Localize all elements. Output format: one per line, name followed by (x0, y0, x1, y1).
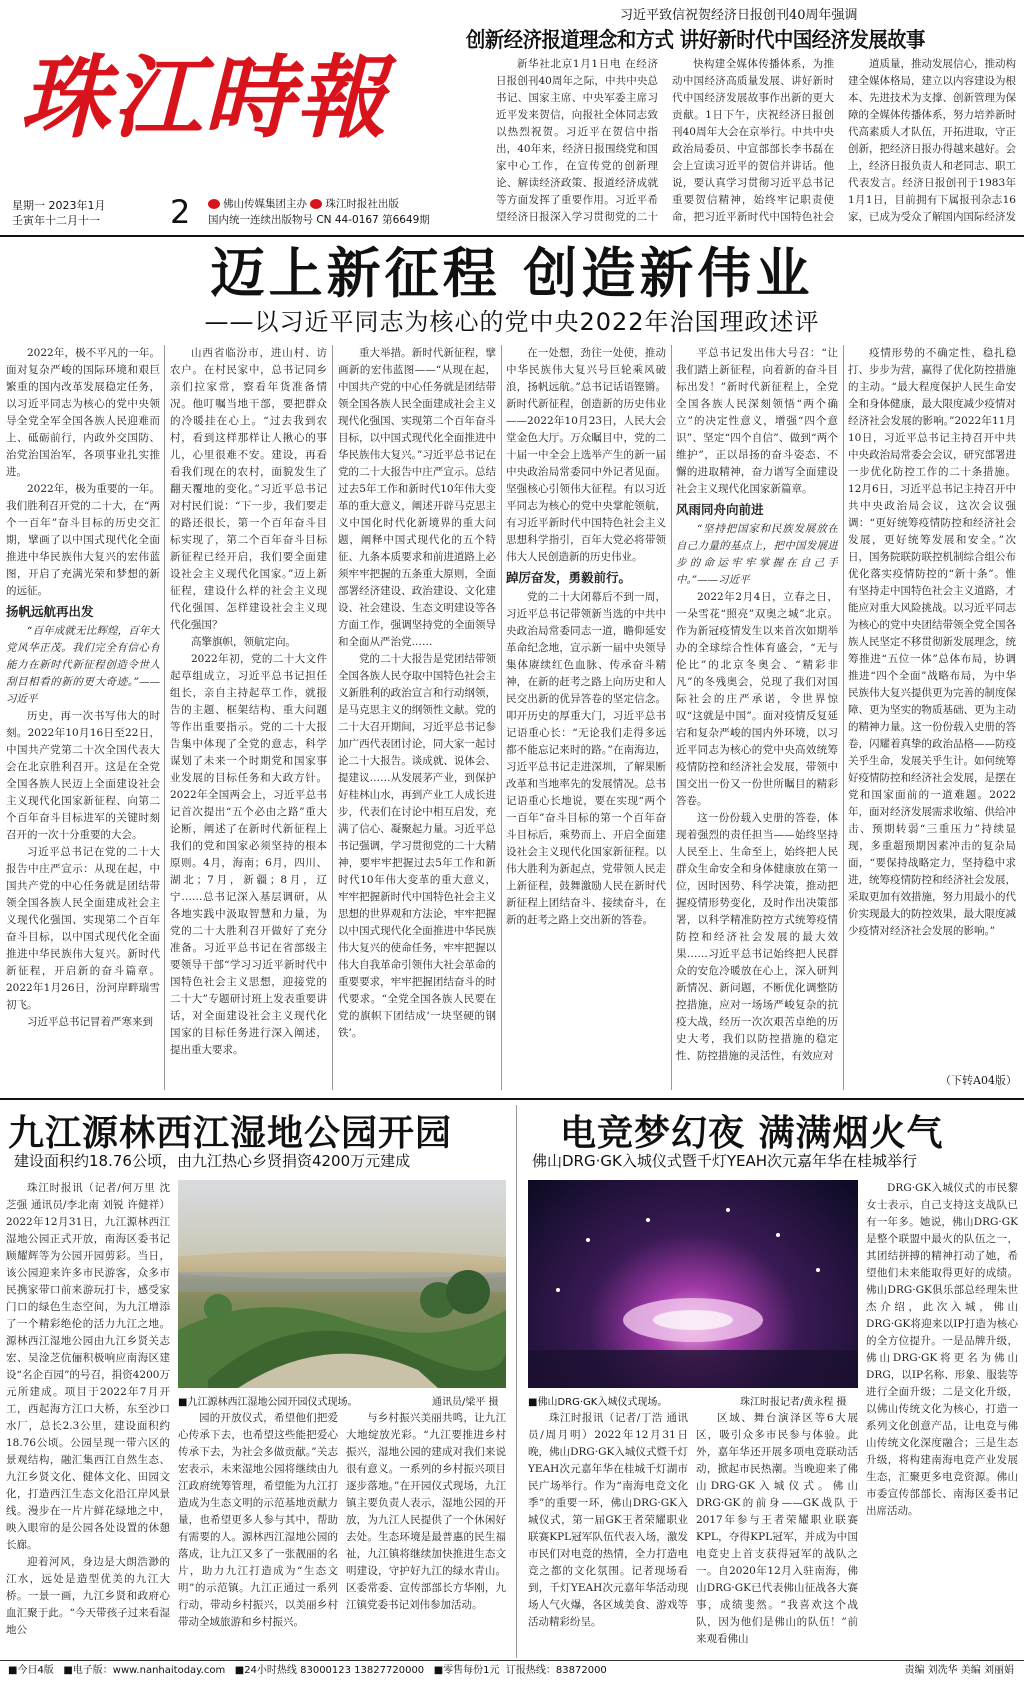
paragraph: 党的二十大闭幕后不到一周，习近平总书记带领新当选的中共中央政治局常委同志一道，瞻仰延安革命纪念地，宣示新一届中央领导集体赓续红色血脉、传承奋斗精神，在新的赶考之路上向历史和人民交出新的优异答卷的坚定信念。叩开历史的厚重大门，习近平总书记语重心长：“无论我们走得多远都不能忘记来时的路。”在南海边，习近平总书记走进深圳，了解果断改革和当地率先的发展情况。总书记语重心长地说，要在实现“两个一百年”奋斗目标的第一个百年奋斗目标后，乘势而上、开启全面建设社会主义现代化国家新征程。以伟大胜利为新起点，党带领人民走上新征程，鼓舞激励人民在新时代新征程上团结奋斗、接续奋斗，在新的赶考之路上交出新的答卷。 (506, 591, 666, 926)
top-story-text: 快构建全媒体传播体系，为推动中国经济高质量发展、讲好新时代中国经济发展故事作出新的更大贡献。1日下午，庆祝经济日报创刊40周年大会在京举行。中共中央政治局委员、中宣部部长李书磊在会上宣读习近平的贺信并讲话。他说，要认真学习贯彻习近平总书记重要贺信精神，始终牢记职责使命，把习近平新时代中国特色社会 (672, 58, 834, 223)
top-story-text: 新华社北京1月1日电 在经济日报创刊40周年之际，中共中央总书记、国家主席、中央军委主席习近平发来贺信，向报社全体同志致以热烈祝贺。习近平在贺信中指出，40年来，经济日报围绕党和国家中心工作，在宣传党的创新理论、解读经济政策、报道经济成就等方面发挥了重要作用。习近平希望经济日报深入学习贯彻党的二十 (496, 58, 658, 223)
main-headline: 迈上新征程 创造新伟业 (210, 242, 814, 305)
section-subheading: 扬帆远航再出发 (6, 604, 94, 619)
main-col2 (170, 345, 327, 1090)
story-left-col2 (178, 1410, 338, 1658)
paragraph: 园的开放仪式，希望他们把爱心传承下去，也希望这些能把爱心传承下去，为社会多做贡献。”关志宏表示，未来湿地公园将继续由九江政府统筹管理，希望能为九江打造成为生态文明的示范基地贡献力量，也希望更多人参与其中，帮助有需要的人。源林西江湿地公园的落成，让九江又多了一张靓丽的名片，助力九江打造成为“生态文明”的示范镇。九江正通过一系列行动，带动乡村振兴，以美丽乡村带动全域旅游和乡村振兴。 (178, 1412, 338, 1628)
top-story-headline: 创新经济报道理念和方式 讲好新时代中国经济发展故事 (466, 28, 925, 52)
divider (671, 345, 672, 1090)
footer-subscribe: 订报热线：83872000 (505, 1665, 607, 1676)
paragraph: 珠江时报讯（记者/何万里 沈芝强 通讯员/李北南 刘锐 许健祥）2022年12月31日，九江源林西江湿地公园正式开放，南海区委书记顾耀辉等为公园开园剪彩。当日，该公园迎来许多市民游客，众多市民携家带口前来游玩打卡，感受家门口的绿色生态空间，为九江增添了一个精彩绝伦的活力九江之地。源林西江湿地公园由九江乡贤关志宏、吴淦芝伉俪积极响应南海区建设“名企百园”的号召，捐资4200万元所建成。项目于2022年7月开工，西起海方江口大桥，东至沙口水厂，总长2.3公里，建设面积约18.76公顷。公园呈现一带六区的景观结构，融汇集西江自然生态、九江乡贤文化、健体文化、田园文化，打造西江生态文化沿江岸风景线。漫步在一片片鲜花绿地之中，映入眼帘的是公园各处设置的休憩长廊。 (6, 1182, 170, 1551)
photo-left-caption: ■九江源林西江湿地公园开园仪式现场。 (178, 1397, 358, 1408)
paragraph: 历史，再一次书写伟大的时刻。2022年10月16日至22日，中国共产党第二十次全国代表大会在北京胜利召开。这是在全党全国各族人民迈上全面建设社会主义现代化国家新征程、向第二个百年奋斗目标进军的关键时刻召开的一次十分重要的大会。 (6, 710, 160, 841)
paragraph: 这一份份载入史册的答卷，体现着强烈的责任担当——始终坚持人民至上、生命至上，始终把人民群众生命安全和身体健康放在第一位，因时因势、科学决策，推动把握疫情形势变化，及时作出决策部署，以科学精准防控方式统筹疫情防控和经济社会发展的最大效果……习近平总书记始终把人民群众的安危冷暖放在心上，深入研判新情况、新问题，不断优化调整防控措施，应对一场场严峻复杂的抗疫大战，经历一次次艰苦卓绝的历史大考，我们以防控措施的稳定性、防控措施的灵活性，有效应对 (676, 812, 838, 1062)
divider (516, 1105, 517, 1658)
divider (0, 1098, 1024, 1100)
story-right-subheadline: 佛山DRG·GK入城仪式暨千灯YEAH次元嘉年华在桂城举行 (532, 1152, 918, 1170)
divider (501, 345, 502, 1090)
date-lunar: 壬寅年十二月十一 (12, 214, 100, 227)
publisher-name: 珠江时报社出版 (325, 198, 399, 210)
paragraph: 2022年，极为重要的一年。我们胜利召开党的二十大，在“两个一百年”奋斗目标的历史交汇期，擘画了以中国式现代化全面推进中华民族伟大复兴的宏伟蓝图，开启了充满光荣和梦想的新的远征。 (6, 483, 160, 597)
main-col3 (338, 345, 496, 1090)
photo-right-credit: 珠江时报记者/黄永程 摄 (740, 1397, 847, 1408)
story-right-col1 (528, 1410, 688, 1658)
continue-note: （下转A04版） (940, 1074, 1017, 1087)
main-col5 (676, 345, 838, 1090)
paragraph: 疫情形势的不确定性，稳扎稳打、步步为营，赢得了优化防控措施的主动。“最大程度保护人民生命安全和身体健康，最大限度减少疫情对经济社会发展的影响。”2022年11月10日，习近平总书记主持召开中共中央政治局常委会会议，研究部署进一步优化防控工作的二十条措施。12月6日，习近平总书记主持召开中共中央政治局会议，这次会议强调：“更好统筹疫情防控和经济社会发展，更好统筹发展和安全。”次日，国务院联防联控机制综合组公布优化落实疫情防控的“新十条”。惟有坚持走中国特色社会主义道路，才能应对重大风险挑战。以习近平同志为核心的党中央团结带领全党全国各族人民坚定不移贯彻新发展理念，统筹推进“五位一体”总体布局，协调推进“四个全面”战略布局，为中华民族伟大复兴提供更为完善的制度保障、更为坚实的物质基础、更为主动的精神力量。这一份份载入史册的答卷，闪耀着真挚的政治品格——防疫关乎生命，发展关乎生计。如何统筹好疫情防控和经济社会发展，是摆在党和国家面前的一道难题。2022年，面对经济发展需求收缩、供给冲击、预期转弱“三重压力”持续显现，多重超预期因素冲击的复杂局面，“要保持战略定力，坚持稳中求进，统筹疫情防控和经济社会发展，采取更加有效措施，努力用最小的代价实现最大的防控效果，最大限度减少疫情对经济社会发展的影响。” (848, 347, 1016, 937)
page-footer (0, 1660, 1024, 1681)
story-right-col2 (696, 1410, 858, 1658)
section-subheading: 风雨同舟向前进 (676, 502, 764, 517)
photo-left-credit: 通讯员/梁平 摄 (432, 1397, 499, 1408)
divider (0, 235, 1024, 237)
quote: “坚持把国家和民族发展放在自己力量的基点上，把中国发展进步的命运牢牢掌握在自己手中。”——习近平 (676, 523, 838, 586)
paragraph: 珠江时报讯（记者/丁浩 通讯员/周月明）2022年12月31日晚，佛山DRG·GK入城仪式暨千灯YEAH次元嘉年华在桂城千灯湖市民广场举行。作为“南海电竞文化季”的重要一环，佛山DRG·GK入城仪式，第一届GK王者荣耀职业联赛KPL冠军队伍代表入场，激发市民们对电竞的热情，全力打造电竞之都的文化氛围。记者现场看到，千灯YEAH次元嘉年华活动现场人气火爆，各区域美食、游戏等活动精彩纷呈。 (528, 1412, 688, 1628)
paragraph: 习近平总书记冒着严寒来到 (27, 1016, 153, 1028)
paragraph: 平总书记发出伟大号召：“让我们踏上新征程，向着新的奋斗目标出发！”新时代新征程上，全党全国各族人民深刻领悟“两个确立”的决定性意义，增强“四个意识”、坚定“四个自信”、做到“两个维护”，正以昂扬的奋斗姿态、不懈的进取精神，奋力谱写全面建设社会主义现代化国家新篇章。 (676, 347, 838, 495)
paragraph: 重大举措。新时代新征程，擘画新的宏伟蓝图——“从现在起，中国共产党的中心任务就是团结带领全国各族人民全面建成社会主义现代化强国、实现第二个百年奋斗目标，以中国式现代化全面推进中华民族伟大复兴。”习近平总书记在党的二十大报告中庄严宣示。总结过去5年工作和新时代10年伟大变革的重大意义，阐述开辟马克思主义中国化时代化新境界的重大问题，阐释中国式现代化的五个特征、九条本质要求和前进道路上必须牢牢把握的五条重大原则，全面部署经济建设、政治建设、文化建设、社会建设、生态文明建设等各方面工作，强调坚持党的全面领导和全面从严治党…… (338, 347, 496, 648)
main-col6 (848, 345, 1016, 1070)
divider (843, 345, 844, 1090)
paragraph: 党的二十大报告是党团结带领全国各族人民夺取中国特色社会主义新胜利的政治宣言和行动纲领，是马克思主义的纲领性文献。党的二十大召开期间，习近平总书记参加广西代表团讨论，同大家一起讨论二十大报告。谈成就、说体会、提建议……从发展茅产业，到保护好桂林山水，再到产业工人成长进步，代表们在讨论中相互启发，充满了信心、凝聚起力量。习近平总书记强调，学习贯彻党的二十大精神，要牢牢把握过去5年工作和新时代10年伟大变革的重大意义，牢牢把握新时代中国特色社会主义思想的世界观和方法论，牢牢把握以中国式现代化全面推进中华民族伟大复兴的使命任务，牢牢把握以伟大自我革命引领伟大社会革命的重要要求，牢牢把握团结奋斗的时代要求。“全党全国各族人民要在党的旗帜下团结成‘一块坚硬的钢铁’。 (338, 653, 496, 1039)
top-story-col3 (848, 56, 1016, 228)
wetland-park-illustration (178, 1180, 506, 1388)
paragraph: 2022年，极不平凡的一年。面对复杂严峻的国际环境和艰巨繁重的国内改革发展稳定任务，以习近平同志为核心的党中央领导全党全军全国各族人民迎难而上、砥砺前行，内政外交国防、治党治国治军，各项事业扎实推进。 (6, 347, 160, 478)
divider (332, 345, 333, 1090)
footer-pages: ■今日4版 (8, 1665, 54, 1676)
page-number: 2 (170, 193, 191, 231)
story-right-headline: 电竞梦幻夜 满满烟火气 (560, 1113, 944, 1154)
date-info (12, 198, 106, 228)
esports-stage-illustration (528, 1180, 858, 1388)
quote: “百年成就无比辉煌，百年大党风华正茂。我们完全有信心有能力在新时代新征程创造令世人刮目相看的新的更大奇迹。”——习近平 (6, 625, 160, 705)
top-story-col2 (672, 56, 834, 228)
paragraph: 山西省临汾市，进山村、访农户。在村民家中，总书记同乡亲们拉家常，察看年货准备情况。他叮嘱当地干部，要把群众的冷暖挂在心上。“过去我到农村，看到这样那样让人揪心的事儿，心里很难不安。建设，再看看我们现在的农村，面貌发生了翻天覆地的变化。”习近平总书记对村民们说：“下一步，我们要走的路还很长，第一个百年奋斗目标实现了，第二个百年奋斗目标新征程已经开启，我们要全面建设社会主义现代化国家。”迈上新征程，建设什么样的社会主义现代化强国、怎样建设社会主义现代化强国？ (170, 347, 327, 631)
divider (164, 345, 165, 1090)
main-col1 (6, 345, 160, 1090)
esports-event-photo (528, 1180, 858, 1388)
footer-editors: 责编 刘冼华 美编 刘丽娟 (904, 1665, 1014, 1676)
paragraph: 在一处想，劲往一处使，推动中华民族伟大复兴号巨轮乘风破浪，扬帆远航。”总书记话语铿锵。新时代新征程，创造新的历史伟业——2022年10月23日，人民大会堂金色大厅。万众瞩目中，党的二十届一中全会上选举产生的新一届中央政治局常委同中外记者见面。坚强核心引领伟大征程。有以习近平同志为核心的党中央掌舵领航，有习近平新时代中国特色社会主义思想科学指引，百年大党必将带领伟大人民创造新的历史伟业。 (506, 347, 666, 563)
story-left-col1 (6, 1180, 170, 1658)
footer-website: ■电子版：www.nanhaitoday.com (63, 1665, 226, 1676)
paragraph: 高擎旗帜，领航定向。 (191, 636, 296, 648)
footer-hotline: ■24小时热线 83000123 13827720000 (234, 1665, 425, 1676)
top-story-text: 道质量，推动发展信心，推动构建全媒体格局，建立以内容建设为根本、先进技术为支撑、创新管理为保障的全媒体传播体系，努力培养新时代高素质人才队伍，开拓进取，守正创新，把经济日报办得越来越好。会上，经济日报负责人和老同志、职工代表发言。经济日报创刊于1983年1月1日，目前拥有下属报刊杂志16家，已成为受众了解国内国际经济发 (848, 58, 1016, 223)
masthead-logo (20, 38, 490, 158)
paragraph: 迎着河风，身边是大朗浩渺的江水，远处是造型优美的九江大桥。一景一画，九江乡贤和政府心血汇聚于此。“今天带孩子过来看湿地公 (6, 1556, 170, 1636)
story-right-col3 (866, 1180, 1018, 1658)
top-story-col1 (496, 56, 658, 228)
date-gregorian: 星期一 2023年1月 (12, 199, 106, 212)
paragraph: 与乡村振兴美丽共鸣，让九江大地绽放光彩。“九江要推进乡村振兴，湿地公园的建成对我们来说很有意义。一系列的乡村振兴项目逐步落地。”在开园仪式现场，九江镇主要负责人表示，湿地公园的开放，为九江人民提供了一个休闲好去处。生态环境是最普惠的民生福祉，九江镇将继续加快推进生态文明建设，守护好九江的绿水青山。区委常委、宣传部部长方华刚，九江镇党委书记刘伟参加活动。 (346, 1412, 506, 1611)
story-left-subheadline: 建设面积约18.76公顷，由九江热心乡贤捐资4200万元建成 (14, 1152, 411, 1170)
footer-price: ■零售每份1元 (433, 1665, 500, 1676)
paragraph: 习近平总书记在党的二十大报告中庄严宣示：从现在起，中国共产党的中心任务就是团结带领全国各族人民全面建成社会主义现代化强国、实现第二个百年奋斗目标，以中国式现代化全面推进中华民族伟大复兴。新时代新征程，开启新的奋斗篇章。2022年1月26日，汾河岸畔瑞雪初飞。 (6, 846, 160, 1011)
publisher-serial: 国内统一连续出版物号 CN 44-0167 第6649期 (208, 214, 430, 226)
paragraph: 区域、舞台演泽区等6大展区，吸引众多市民参与体验。此外，嘉年华还开展多项电竞联动活动，掀起市民热潮。当晚迎来了佛山DRG·GK入城仪式。佛山DRG·GK的前身——GK战队于2017年参与王者荣耀职业联赛KPL，夺得KPL冠军，并成为中国电竞史上首支获得冠军的战队之一。自2020年12月入驻南海，佛山DRG·GK已代表佛山征战各大赛事，成绩斐然。“我喜欢这个战队，因为他们是佛山的队伍！”前来观看佛山 (696, 1412, 858, 1645)
publisher-owner: 佛山传媒集团主办 (223, 198, 311, 210)
photo-right-caption: ■佛山DRG·GK入城仪式现场。 (528, 1397, 668, 1408)
paragraph: 2022年2月4日，立春之日，一朵雪花“照亮”双奥之城”北京。作为新冠疫情发生以来首次如期举办的全球综合性体育盛会，“无与伦比”的北京冬奥会、“精彩非凡”的冬残奥会，兑现了我们对国际社会的庄严承诺，令世界惊叹“这就是中国”。面对疫情反复延宕和复杂严峻的国内外环境，以习近平同志为核心的党中央高效统筹疫情防控和经济社会发展，带领中国交出一份又一份世所瞩目的精彩答卷。 (676, 591, 838, 807)
section-subheading: 踔厉奋发，勇毅前行。 (506, 570, 632, 585)
masthead-title: 珠江時報 (20, 45, 388, 151)
kicker-line: 习近平致信祝贺经济日报创刊40周年强调 (620, 8, 858, 23)
main-col4 (506, 345, 666, 1090)
main-subheadline: ——以习近平同志为核心的党中央2022年治国理政述评 (204, 308, 820, 336)
story-left-col3 (346, 1410, 506, 1658)
wetland-park-photo (178, 1180, 506, 1388)
publisher-logo-icon (208, 199, 220, 209)
publisher-logo-icon (310, 199, 322, 209)
paragraph: 2022年初，党的二十大文件起草组成立，习近平总书记担任组长，亲自主持起草工作，就报告的主题、框架结构、重大问题等作出重要指示。党的二十大报告集中体现了全党的意志，科学谋划了未来一个时期党和国家事业发展的目标任务和大政方针。2022年全国两会上，习近平总书记首次提出“五个必由之路”重大论断，阐述了在新时代新征程上我们的党和国家必须坚持的根本原则。4月，海南；6月，四川、湖北；7月，新疆；8月，辽宁……总书记深入基层调研，从各地实践中汲取智慧和力量，为党的二十大胜利召开做好了充分准备。习近平总书记在省部级主要领导干部“学习习近平新时代中国特色社会主义思想，迎接党的二十大”专题研讨班上发表重要讲话，对全面建设社会主义现代化国家的目标任务进行深入阐述，提出重大要求。 (170, 653, 327, 1056)
paragraph: DRG·GK入城仪式的市民黎女士表示，自己支持这支战队已有一年多。她说，佛山DRG·GK是整个联盟中最火的队伍之一，其团结拼搏的精神打动了她，希望他们未来能取得更好的成绩。佛山DRG·GK俱乐部总经理朱世杰介绍，此次入城，佛山DRG·GK将迎来以IP打造为核心的全方位提升。一是品牌升级，佛山DRG·GK将更名为佛山DRG，以IP名称、形象、服装等进行全面升级；二是文化升级，以佛山传统文化为核心，打造一系列文化创意产品，让电竞与佛山传统文化深度融合；三是生态升级，将构建南海电竞产业发展生态，汇聚更多电竞资源。佛山市委宣传部部长、南海区委书记出席活动。 (866, 1182, 1018, 1517)
publisher-info (208, 196, 430, 228)
story-left-headline: 九江源林西江湿地公园开园 (8, 1113, 453, 1154)
